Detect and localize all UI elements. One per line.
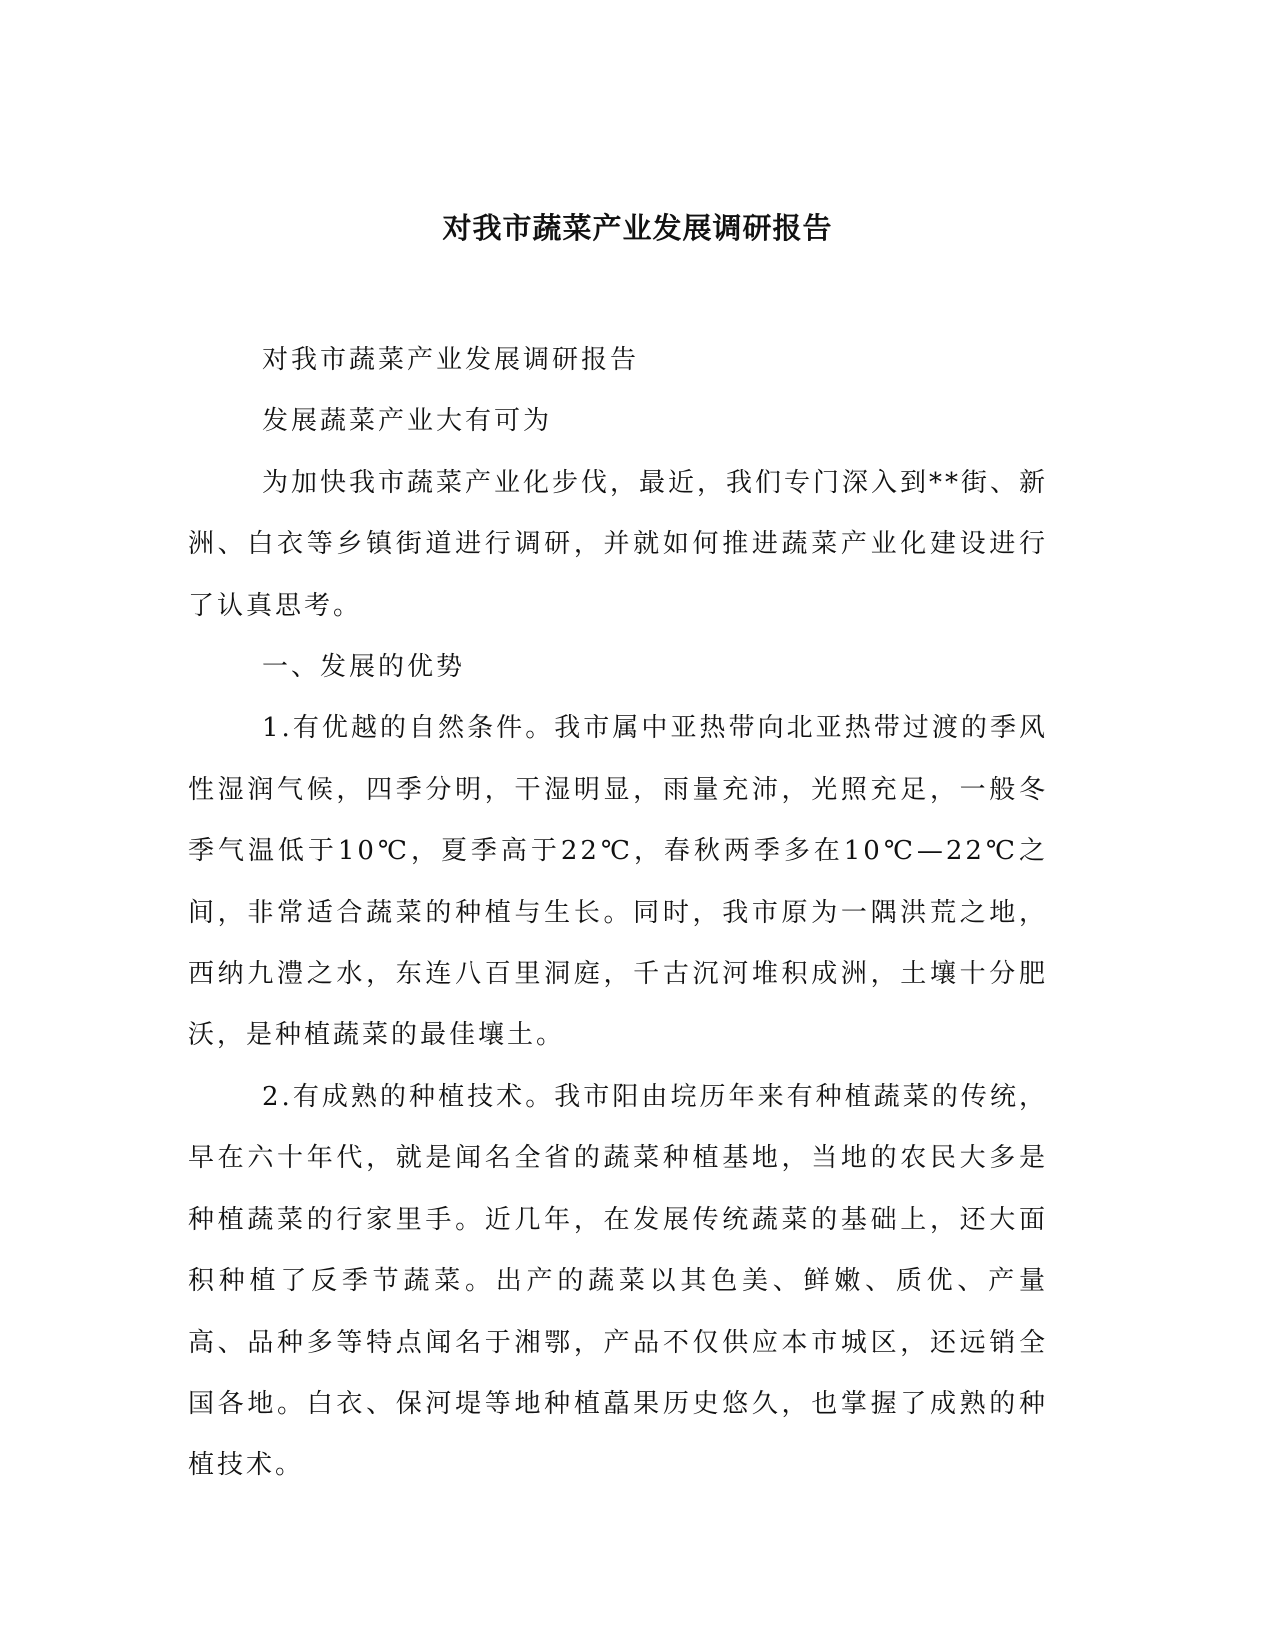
document-body xyxy=(188,330,1048,1497)
paragraph-repeat-title: 对我市蔬菜产业发展调研报告 xyxy=(262,345,640,375)
document-title: 对我市蔬菜产业发展调研报告 xyxy=(442,211,833,245)
section-heading-advantages: 一、发展的优势 xyxy=(262,652,466,683)
paragraph-natural-conditions: 1.有优越的自然条件。我市属中亚热带向北亚热带过渡的季风性湿润气候，四季分明，干湿明显，雨量充沛，光照充足，一般冬季气温低于10℃，夏季高于22℃，春秋两季多在10℃—22℃之间，非常适合蔬菜的种植与生长。同时，我市原为一隅洪荒之地，西纳九澧之水，东连八百里洞庭，千古沉河堆积成洲，土壤十分肥沃，是种植蔬菜的最佳壤土。 xyxy=(188,713,1048,1051)
paragraph-intro: 为加快我市蔬菜产业化步伐，最近，我们专门深入到**街、新洲、白衣等乡镇街道进行调研，并就如何推进蔬菜产业化建设进行了认真思考。 xyxy=(188,467,1049,621)
paragraph-subtitle: 发展蔬菜产业大有可为 xyxy=(262,406,553,437)
paragraph-planting-technology: 2.有成熟的种植技术。我市阳由垸历年来有种植蔬菜的传统，早在六十年代，就是闻名全省的蔬菜种植基地，当地的农民大多是种植蔬菜的行家里手。近几年，在发展传统蔬菜的基础上，还大面积种植了反季节蔬菜。出产的蔬菜以其色美、鲜嫩、质优、产量高、品种多等特点闻名于湘鄂，产品不仅供应本市城区，还远销全国各地。白衣、保河堤等地种植藠果历史悠久，也掌握了成熟的种植技术。 xyxy=(188,1081,1048,1481)
